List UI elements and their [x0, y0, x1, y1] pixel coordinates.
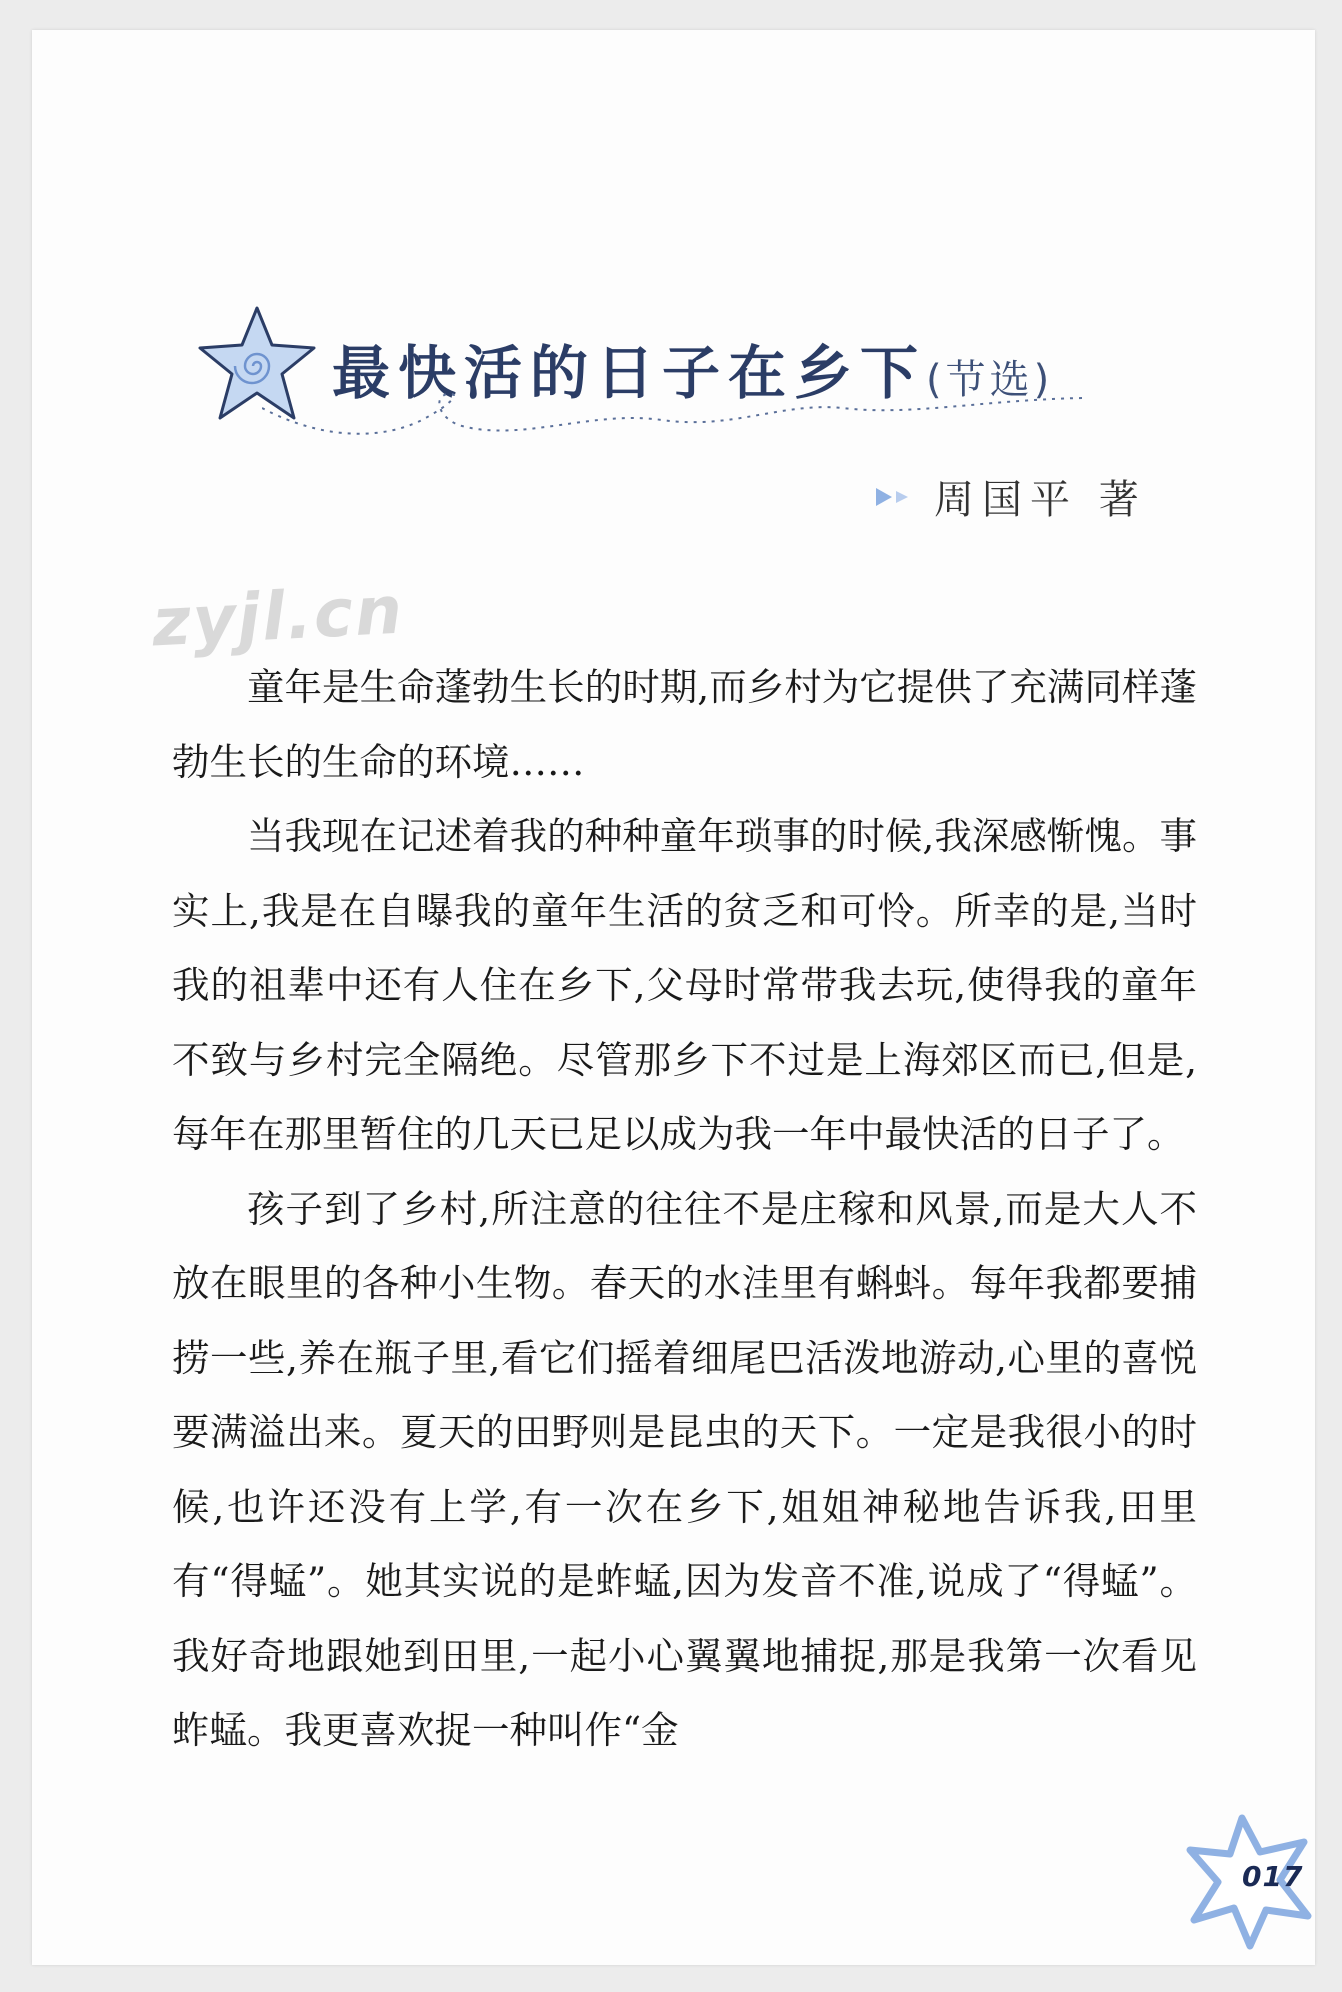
chapter-title-text: 最快活的日子在乡下: [332, 339, 927, 407]
author-name: 周国平 著: [934, 477, 1147, 523]
double-arrow-icon: [872, 482, 922, 512]
book-page: [32, 30, 1315, 1965]
chapter-title-suffix: (节选): [926, 357, 1054, 403]
paragraph: 童年是生命蓬勃生长的时期,而乡村为它提供了充满同样蓬勃生长的生命的环境……: [172, 665, 1197, 784]
title-underline-decoration: [262, 390, 1082, 450]
article-body: [172, 650, 1197, 1768]
paragraph: 孩子到了乡村,所注意的往往不是庄稼和风景,而是大人不放在眼里的各种小生物。春天的水洼里有蝌蚪。每年我都要捕捞一些,养在瓶子里,看它们摇着细尾巴活泼地游动,心里的喜悦要满溢出来。夏天的田野则是昆虫的天下。一定是我很小的时候,也许还没有上学,有一次在乡下,姐姐神秘地告诉我,田里有“得蜢”。她其实说的是蚱蜢,因为发音不准,说成了“得蜢”。我好奇地跟她到田里,一起小心翼翼地捕捉,那是我第一次看见蚱蜢。我更喜欢捉一种叫作“金: [172, 1186, 1197, 1752]
author-line: [872, 468, 1147, 525]
paragraph: 当我现在记述着我的种种童年琐事的时候,我深感惭愧。事实上,我是在自曝我的童年生活的贫乏和可怜。所幸的是,当时我的祖辈中还有人住在乡下,父母时常带我去玩,使得我的童年不致与乡村完全隔绝。尽管那乡下不过是上海郊区而已,但是,每年在那里暂住的几天已足以成为我一年中最快活的日子了。: [172, 814, 1197, 1156]
watermark: zyjl.cn: [150, 571, 406, 662]
page-number: 017: [1242, 1860, 1304, 1893]
